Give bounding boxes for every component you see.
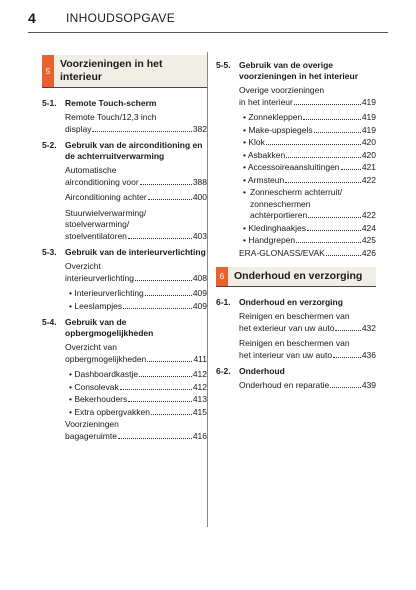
page-reference: 382 (192, 123, 207, 134)
leader-dots (330, 387, 361, 388)
toc-entry[interactable] (239, 223, 376, 235)
leader-dots (308, 217, 361, 218)
leader-dots (148, 199, 192, 200)
page-reference: 420 (361, 137, 376, 147)
toc-entry[interactable] (65, 394, 207, 406)
entry-line (65, 431, 207, 443)
entry-text: Overzicht van (65, 342, 117, 352)
toc-entry[interactable] (239, 338, 376, 361)
entry-text: Overige voorzieningen (239, 85, 325, 95)
entry-text: het exterieur van uw auto (239, 322, 335, 333)
chapter-5-heading[interactable] (42, 55, 207, 88)
section-heading[interactable] (42, 317, 207, 339)
leader-dots (128, 238, 192, 239)
page-reference: 412 (192, 381, 207, 392)
leader-dots (314, 132, 361, 133)
entry-line (69, 301, 207, 313)
entry-line (243, 210, 376, 222)
section-title: Gebruik van de interieurverlichting (65, 247, 206, 257)
toc-entry[interactable] (65, 342, 207, 365)
leader-dots (286, 157, 361, 158)
section-number: 6-1. (216, 297, 231, 307)
entry-line (65, 354, 207, 366)
page-reference: 425 (361, 235, 376, 245)
page-reference: 403 (192, 230, 207, 241)
chapter-number: 6 (216, 267, 228, 286)
entry-text: display (65, 123, 92, 134)
toc-entry[interactable] (65, 208, 207, 243)
entry-text: opbergmogelijkheden (65, 353, 147, 364)
entry-line (65, 231, 207, 243)
toc-entry[interactable] (239, 187, 376, 222)
toc-entry[interactable] (239, 150, 376, 162)
entry-text: Voorzieningen (65, 419, 119, 429)
entry-text: Stuurwielverwarming/ (65, 207, 147, 218)
toc-entry[interactable] (239, 112, 376, 124)
entry-text: • Handgrepen (243, 235, 296, 245)
page-reference: 400 (192, 192, 207, 202)
toc-entry[interactable] (239, 162, 376, 174)
entry-text: zonneschermen (250, 198, 311, 209)
toc-entry[interactable] (239, 137, 376, 149)
section-heading[interactable] (42, 140, 207, 162)
page-reference: 416 (192, 430, 207, 441)
section-title: Gebruik van de overige voorzieningen in het interieur (239, 60, 359, 81)
entry-line (243, 235, 376, 247)
entry-line (243, 137, 376, 149)
entry-text: Automatische (65, 165, 117, 175)
entry-text: in het interieur (239, 96, 293, 107)
section-title: Onderhoud en verzorging (239, 297, 343, 307)
page-header (28, 10, 388, 32)
entry-text: Airconditioning achter (65, 192, 147, 202)
page-reference: 415 (192, 406, 207, 417)
entry-text: interieurverlichting (65, 272, 134, 283)
leader-dots (147, 361, 192, 362)
section-number: 6-2. (216, 366, 231, 376)
entry-text: • Zonnekleppen (243, 112, 303, 122)
leader-dots (285, 182, 361, 183)
page-reference: 422 (361, 174, 376, 185)
entry-text: Onderhoud en reparatie (239, 380, 330, 390)
entry-line (243, 175, 376, 187)
entry-line (69, 382, 207, 394)
toc-entry[interactable] (65, 419, 207, 442)
leader-dots (139, 376, 192, 377)
entry-text: Overzicht (65, 261, 101, 271)
entry-text: achterportieren (250, 210, 308, 220)
page-reference: 424 (361, 222, 376, 233)
section-heading[interactable] (216, 60, 376, 82)
toc-entry[interactable] (65, 382, 207, 394)
right-bottom-sections (216, 297, 376, 392)
toc-entry[interactable] (65, 112, 207, 135)
page-reference: 432 (361, 322, 376, 333)
leader-dots (335, 330, 360, 331)
toc-entry[interactable] (65, 192, 207, 204)
entry-line (243, 150, 376, 162)
page-reference: 412 (192, 369, 207, 379)
chapter-title: Onderhoud en verzorging (228, 267, 376, 286)
chapter-title: Voorzieningen in het interieur (54, 55, 207, 87)
section-heading[interactable] (42, 98, 207, 109)
entry-text: stoelventilatoren (65, 230, 127, 241)
entry-text: Remote Touch/12,3 inch (65, 112, 157, 122)
page-reference: 419 (361, 112, 376, 122)
toc-entry[interactable] (239, 85, 376, 108)
left-column (42, 55, 207, 446)
entry-text: • Extra opbergvakken (69, 406, 150, 417)
entry-line (239, 380, 376, 392)
page-title: INHOUDSOPGAVE (66, 11, 176, 25)
entry-text: bagageruimte (65, 430, 117, 441)
entry-line (243, 125, 376, 137)
toc-entry[interactable] (239, 380, 376, 392)
leader-dots (145, 295, 192, 296)
entry-text: het interieur van uw auto (239, 349, 333, 360)
leader-dots (341, 169, 361, 170)
page-reference: 422 (361, 210, 376, 220)
leader-dots (135, 280, 192, 281)
entry-text: • Bekerhouders (69, 394, 128, 404)
leader-dots (92, 131, 191, 132)
page-reference: 388 (192, 176, 207, 187)
leader-dots (118, 438, 192, 439)
toc-entry[interactable] (65, 301, 207, 313)
entry-text: • Make-upspiegels (243, 124, 313, 135)
leader-dots (333, 357, 361, 358)
page-reference: 436 (361, 349, 376, 360)
toc-entry[interactable] (65, 288, 207, 300)
toc-entry[interactable] (65, 407, 207, 419)
section-title: Gebruik van de airconditioning en de achterruitverwarming (65, 140, 203, 161)
leader-dots (296, 242, 361, 243)
leader-dots (266, 144, 361, 145)
entry-line (239, 97, 376, 109)
toc-entry[interactable] (239, 248, 376, 260)
page-reference: 439 (361, 380, 376, 390)
section-heading[interactable] (216, 297, 376, 308)
entry-text: • Kledinghaakjes (243, 222, 306, 233)
column-divider (207, 52, 208, 527)
page-reference: 413 (192, 394, 207, 404)
entry-text: • Klok (243, 137, 265, 147)
page-reference: 426 (361, 247, 376, 258)
entry-text: airconditioning voor (65, 176, 139, 187)
section-title: Gebruik van de opbergmogelijkheden (65, 317, 154, 338)
entry-text: • Armsteun (243, 174, 285, 185)
entry-line (69, 394, 207, 406)
entry-text: • Zonnescherm achterruit/ (243, 187, 343, 197)
entry-line (69, 288, 207, 300)
entry-line (239, 350, 376, 362)
leader-dots (307, 230, 361, 231)
page-reference: 420 (361, 149, 376, 160)
page-reference: 421 (361, 162, 376, 172)
page-reference: 409 (192, 288, 207, 298)
entry-text: • Interieurverlichting (69, 288, 144, 298)
entry-line (243, 223, 376, 235)
toc-entry[interactable] (239, 175, 376, 187)
leader-dots (294, 104, 361, 105)
toc-entry[interactable] (239, 311, 376, 334)
section-title: Onderhoud (239, 366, 285, 376)
section-heading[interactable] (42, 247, 207, 258)
section-title: Remote Touch-scherm (65, 98, 157, 108)
chapter-6-heading[interactable] (216, 267, 376, 287)
page-reference: 419 (361, 124, 376, 135)
toc-entry[interactable] (65, 369, 207, 381)
bullet-spacer: • (243, 187, 246, 197)
entry-line (69, 369, 207, 381)
leader-dots (123, 308, 192, 309)
page-reference: 409 (192, 300, 207, 311)
entry-text: • Leeslampjes (69, 300, 123, 311)
page-reference: 411 (193, 353, 207, 364)
chapter-number: 5 (42, 55, 54, 87)
page-reference: 408 (192, 272, 207, 283)
left-sections (42, 98, 207, 442)
leader-dots (120, 389, 192, 390)
entry-line (65, 273, 207, 285)
entry-text: • Dashboardkastje (69, 369, 139, 379)
toc-entry[interactable] (239, 125, 376, 137)
toc-entry[interactable] (65, 165, 207, 188)
right-column (216, 55, 376, 396)
header-rule (28, 32, 388, 33)
entry-line (239, 323, 376, 335)
leader-dots (326, 255, 361, 256)
entry-text: • Accessoireaansluitingen (243, 162, 340, 172)
entry-text: • Consolevak (69, 381, 119, 392)
leader-dots (128, 401, 192, 402)
section-number: 5-4. (42, 317, 57, 327)
entry-text: stoelverwarming/ (65, 219, 130, 229)
entry-line (65, 177, 207, 189)
page-reference: 419 (361, 96, 376, 107)
entry-line (239, 248, 376, 260)
entry-line (65, 124, 207, 136)
right-top-sections (216, 60, 376, 259)
entry-text: ERA-GLONASS/EVAK (239, 247, 325, 258)
leader-dots (303, 119, 361, 120)
section-number: 5-1. (42, 98, 57, 108)
toc-entry[interactable] (239, 235, 376, 247)
entry-line (243, 112, 376, 124)
section-heading[interactable] (216, 366, 376, 377)
entry-line (69, 407, 207, 419)
leader-dots (151, 414, 192, 415)
section-number: 5-3. (42, 247, 57, 257)
section-number: 5-5. (216, 60, 231, 70)
entry-line (65, 192, 207, 204)
toc-entry[interactable] (65, 261, 207, 284)
page-number: 4 (28, 10, 36, 26)
section-number: 5-2. (42, 140, 57, 150)
entry-line (243, 162, 376, 174)
entry-text: Reinigen en beschermen van (239, 338, 350, 348)
entry-text: • Asbakken (243, 149, 286, 160)
leader-dots (140, 184, 192, 185)
entry-text: Reinigen en beschermen van (239, 311, 350, 321)
